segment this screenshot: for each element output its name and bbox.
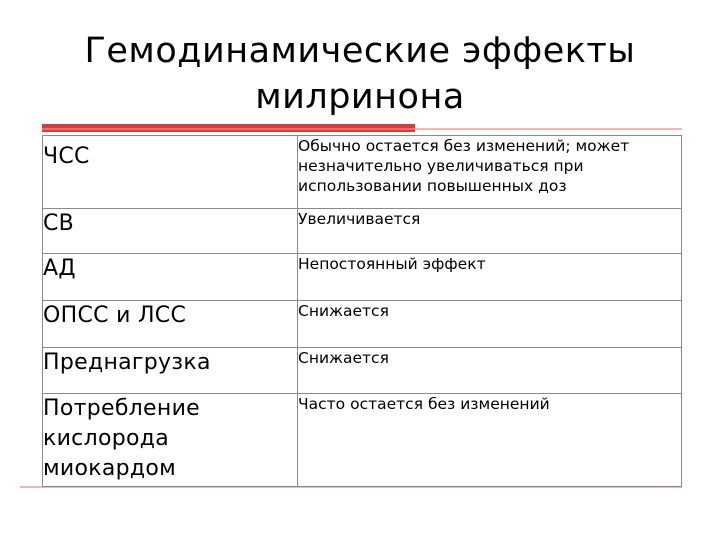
effect-cell: Снижается (298, 301, 682, 348)
parameter-cell: СВ (43, 209, 298, 254)
effect-cell: Увеличивается (298, 209, 682, 254)
slide-title-line-2: милринона (255, 77, 465, 117)
parameter-cell: ОПСС и ЛСС (43, 301, 298, 348)
slide-title (0, 28, 720, 120)
table-row (43, 254, 682, 301)
table-row (43, 209, 682, 254)
effect-cell: Обычно остается без изменений; может незначительно увеличиваться при использовании повышенных доз (298, 136, 682, 209)
parameter-cell: Потребление кислорода миокардом (43, 394, 298, 487)
table-row (43, 348, 682, 394)
effect-cell: Непостоянный эффект (298, 254, 682, 301)
milrinone-effects-table (42, 135, 682, 487)
table-row (43, 301, 682, 348)
parameter-cell: АД (43, 254, 298, 301)
parameter-cell: ЧСС (43, 136, 298, 209)
effect-cell: Часто остается без изменений (298, 394, 682, 487)
table-row (43, 394, 682, 487)
effect-cell: Снижается (298, 348, 682, 394)
parameter-cell: Преднагрузка (43, 348, 298, 394)
slide-title-line-1: Гемодинамические эффекты (84, 31, 636, 71)
table-row (43, 136, 682, 209)
title-accent-bar (42, 124, 415, 132)
